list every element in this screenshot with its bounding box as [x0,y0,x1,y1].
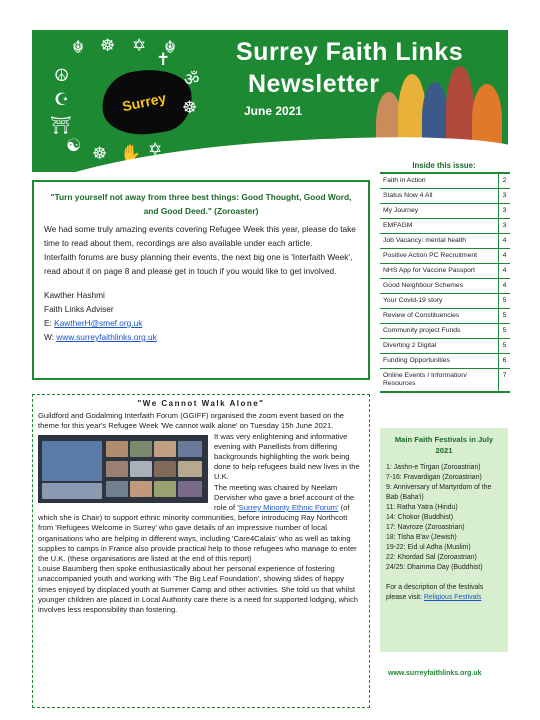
toc-row[interactable]: Online Events / Information/ Resources 7 [380,369,510,391]
web-line [44,330,358,344]
toc-row[interactable]: Positive Action PC Recruitment 4 [380,249,510,264]
festival-item: 22: Khordad Sal (Zoroastrian) [386,554,477,561]
toc-row[interactable]: Faith in Action 2 [380,174,510,189]
star-of-david-icon: ✡ [132,36,147,56]
newsletter-title-line2: Newsletter [248,70,380,98]
zoom-screenshot-image [38,435,208,503]
festivals-box [380,428,508,652]
article-title: "We Cannot Walk Alone" [137,399,265,408]
festival-item: 9: Anniversary of Martyrdom of the Bab (Baha'i) [386,484,492,501]
om-icon: ॐ [184,70,200,90]
festivals-note: For a description of the festivals please visit: Religious Festivals [386,584,484,601]
dharma-wheel-icon: ☸ [100,36,116,56]
article-paragraph: It was very enlightening and informative evening with Panellists from differing backgrounds highlighting the work being done to help refugees build new lives in the U.K. [214,431,360,482]
festival-item: 11: Ratha Yatra (Hindu) [386,504,458,511]
forum-link[interactable]: Surrey Minority Ethnic Forum' [238,503,339,513]
signoff-name: Kawther Hashmi [44,290,105,300]
website-link[interactable]: www.surreyfaithlinks.org.uk [56,332,157,342]
torii-icon: ⛩ [50,116,72,136]
email-link[interactable]: KawtherH@smef.org.uk [54,318,143,328]
festival-item: 17: Navroze (Zoroastrian) [386,524,465,531]
festivals-title: Main Faith Festivals in July 2021 [394,435,494,455]
map-label: Surrey [120,89,168,115]
article-intro: Guildford and Godalming Interfaith Forum (GGIFF) organised the zoom event based on the theme for this year's Refugee Week 'We cannot walk alone' on Tuesday 15h June 2021. [38,411,345,431]
festival-item: 18: Tisha B'av (Jewish) [386,534,457,541]
sun-wheel-icon: ☸ [92,144,108,164]
toc-row[interactable]: Funding Opportunities 6 [380,354,510,369]
festival-item: 14: Chokor (Buddhist) [386,514,454,521]
header-banner [32,30,508,172]
festival-item: 1: Jashn-e Tirgan (Zoroastrian) [386,464,481,471]
khanda-symbol-icon: ☬ [164,38,177,58]
quote-text: "Turn yourself not away from three best things: Good Thought, Good Word, and Good Deed." (Zoroaster) [50,192,352,216]
article-paragraph: The meeting was chaired by Neelam Dervisher who gave a brief account of the role of 'Surrey Minority Ethnic Forum' (of which she is Chair) to support ethnic minority communities, before introducing Ray Northcott from 'Refugees Welcome in Surrey' who gave details of an impressive number of local organisations who are helping in different ways, including 'Care4Calais' who as well as taking supplies to camps in France also provide practical help to those refugees who manage to enter the U.K. (these organisations are listed at the end of this report) [38,482,357,564]
toc-row[interactable]: Community project Funds 5 [380,324,510,339]
welcome-box [32,180,370,380]
toc-row[interactable]: Diverting 2 Digital 5 [380,339,510,354]
article-we-cannot-walk-alone [32,394,370,708]
religious-festivals-link[interactable]: Religious Festivals [423,594,482,601]
yin-yang-icon: ☯ [66,136,82,156]
toc-row[interactable]: Status Now 4 All 3 [380,189,510,204]
web-label: W: [44,332,57,342]
toc-row[interactable]: NHS App for Vaccine Passport 4 [380,264,510,279]
email-line [44,316,358,330]
signoff-role: Faith Links Adviser [44,304,114,314]
contents-table [380,172,510,393]
toc-row[interactable]: My Journey 3 [380,204,510,219]
festival-item: 7-16: Fravardigan (Zoroastrian) [386,474,482,481]
peace-icon: ☮ [54,66,70,86]
bahai-star-icon: ☸ [182,98,198,118]
toc-row[interactable]: Good Neighbour Schemes 4 [380,279,510,294]
newsletter-title: Surrey Faith Links [236,38,464,66]
issue-date: June 2021 [244,104,303,118]
hamsa-hand-icon: ✋ [120,144,142,164]
star-icon: ✡ [148,140,163,160]
festival-item: 19-22: Eid ul Adha (Muslim) [386,544,471,551]
welcome-paragraph: We had some truly amazing events covering Refugee Week this year, please do take time to read about them, recordings are also available under each article. [44,224,356,248]
article-paragraph: Louise Baumberg then spoke enthusiastically about her personal experience of fostering unaccompanied youth and working with 'The Big Leaf Foundation', showing slides of happy times enjoyed by displaced youth at Summer Camp and other activities. She told us that whilst younger children are placed in Local Authority care there is a need for supported lodging, which involves less responsibility than fostering. [38,564,358,615]
toc-row[interactable]: Review of Constituencies 5 [380,309,510,324]
cross-icon: ✝ [156,50,171,70]
khanda-icon: ☬ [72,38,85,58]
email-label: E: [44,318,55,328]
footer-url[interactable]: www.surreyfaithlinks.org.uk [388,670,482,677]
contents-heading: Inside this issue: [412,161,476,170]
crescent-star-icon: ☪ [54,90,70,110]
toc-row[interactable]: Job Vacancy: mental health 4 [380,234,510,249]
welcome-paragraph: Interfaith forums are busy planning their events, the next big one is 'Interfaith Week', read about it on page 8 and please get in touch if you would like to get involved. [44,252,353,276]
toc-row[interactable]: Your Covid-19 story 5 [380,294,510,309]
festival-item: 24/25: Dhamma Day (Buddhist) [386,564,483,571]
toc-row[interactable]: EMFAGM 3 [380,219,510,234]
